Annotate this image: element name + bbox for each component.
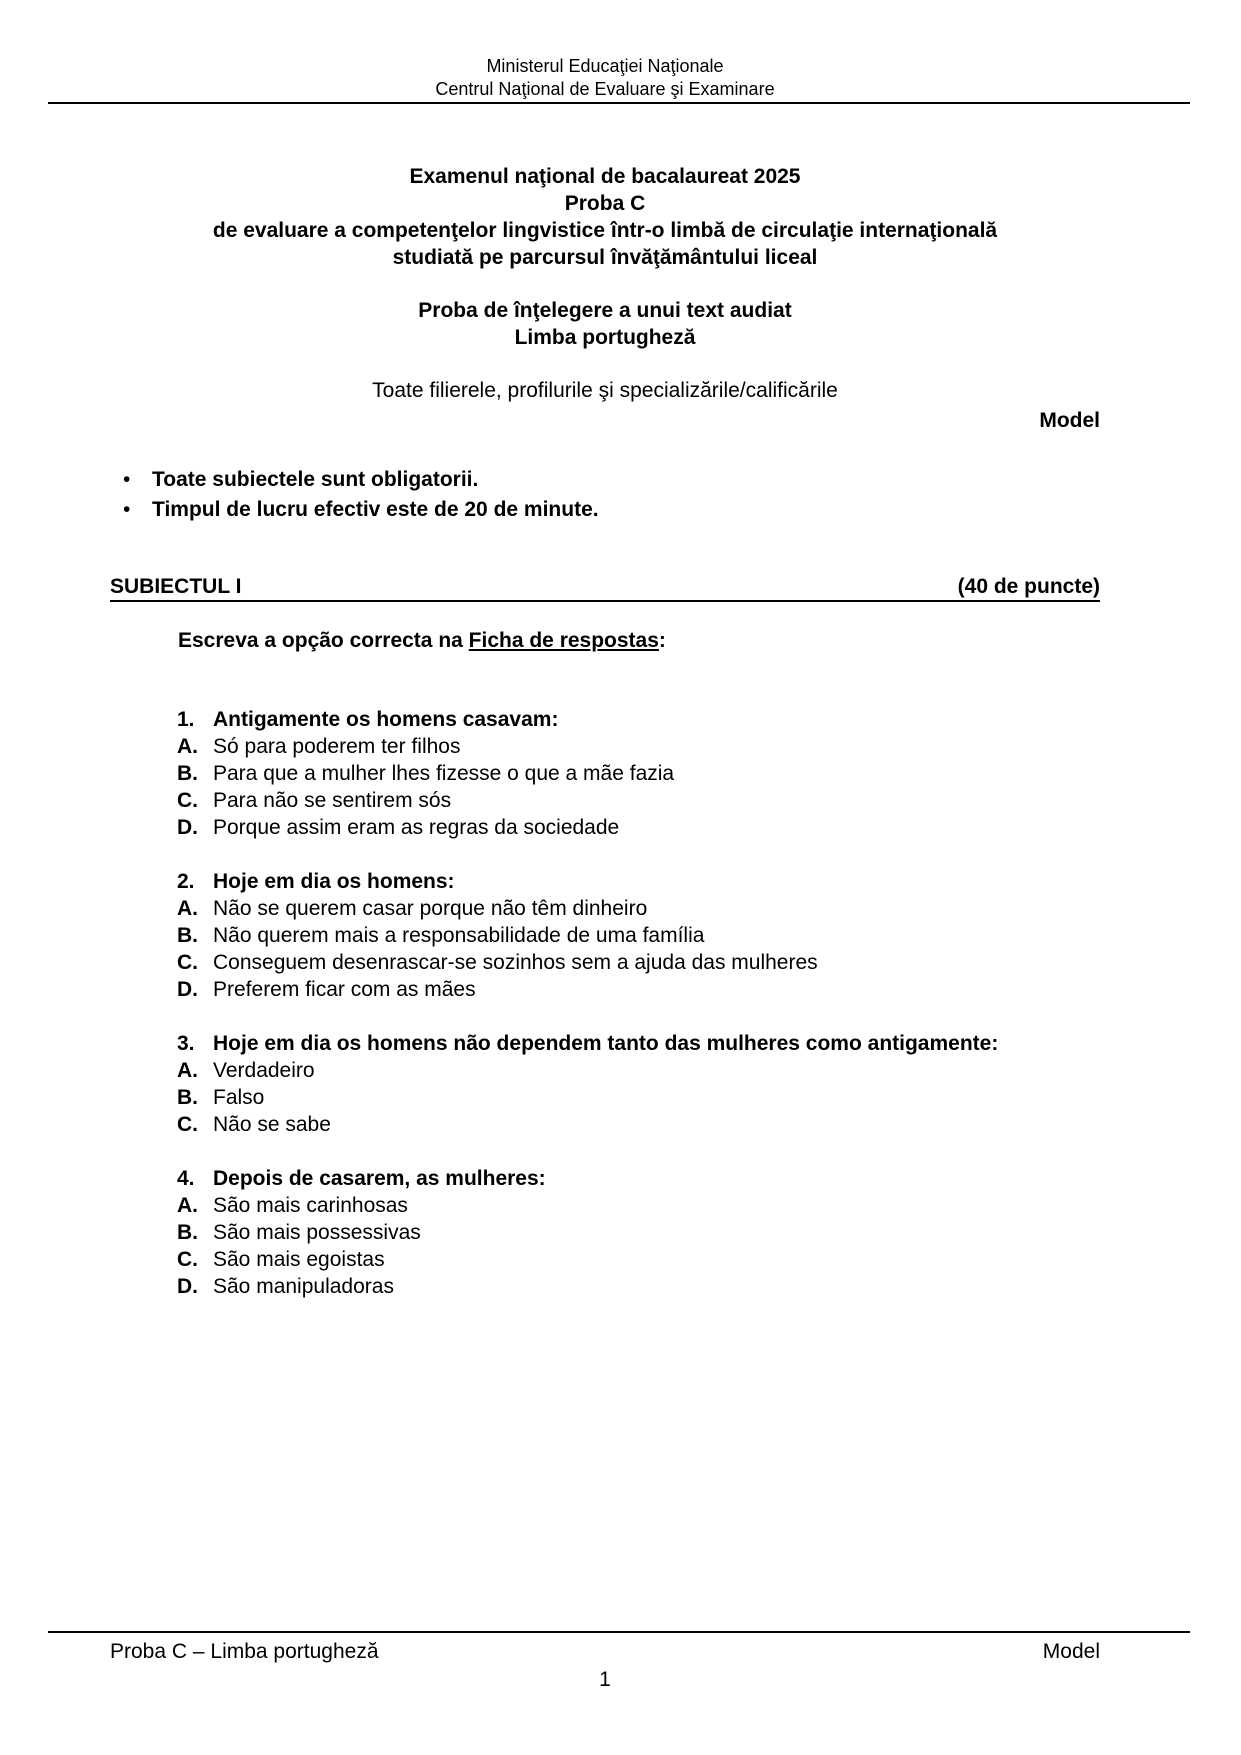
option-text: Para que a mulher lhes fizesse o que a mãe fazia: [213, 762, 675, 785]
option-text: Falso: [213, 1086, 265, 1109]
footer-divider: [48, 1631, 1190, 1633]
option-row: [177, 1111, 1100, 1138]
header-center: Centrul Naţional de Evaluare şi Examinare: [435, 79, 775, 99]
document-footer: [110, 1638, 1100, 1665]
option-row: [177, 1246, 1100, 1273]
option-row: [177, 949, 1100, 976]
option-letter: B.: [177, 1221, 198, 1244]
footer-model-label: Model: [1042, 1640, 1100, 1663]
option-letter: D.: [177, 978, 198, 1001]
title-line-description: de evaluare a competenţelor lingvistice într-o limbă de circulaţie internaţională: [212, 219, 998, 242]
subtitle-line-test-type: Proba de înţelegere a unui text audiat: [418, 299, 792, 322]
option-row: [177, 1084, 1100, 1111]
question-text: Depois de casarem, as mulheres:: [213, 1167, 546, 1190]
option-text: São mais egoistas: [213, 1248, 385, 1271]
option-letter: B.: [177, 924, 198, 947]
question-3: [177, 1030, 1100, 1138]
option-letter: B.: [177, 1086, 198, 1109]
question-number: 1.: [177, 708, 195, 731]
bullet-icon: •: [123, 468, 131, 491]
exam-title-block: [110, 163, 1100, 271]
option-text: Não se querem casar porque não têm dinheiro: [213, 897, 648, 920]
footer-exam-name: Proba C – Limba portugheză: [110, 1640, 379, 1663]
option-row: [177, 733, 1100, 760]
option-row: [177, 1192, 1100, 1219]
question-number: 4.: [177, 1167, 195, 1190]
questions-section: [177, 706, 1100, 1300]
instruction-text: Timpul de lucru efectiv este de 20 de minute.: [152, 498, 599, 521]
question-heading: [177, 868, 1100, 895]
instructions-list: [123, 466, 1100, 526]
question-heading: [177, 1030, 1100, 1057]
option-row: [177, 1219, 1100, 1246]
title-line-studied: studiată pe parcursul învăţământului liceal: [392, 246, 818, 269]
option-letter: C.: [177, 951, 198, 974]
option-row: [177, 895, 1100, 922]
exam-subtitle-block: [110, 297, 1100, 351]
option-text: Não querem mais a responsabilidade de uma família: [213, 924, 705, 947]
header-divider: [48, 102, 1190, 104]
title-line-proba: Proba C: [564, 192, 646, 215]
question-text: Hoje em dia os homens:: [213, 870, 455, 893]
option-text: Porque assim eram as regras da sociedade: [213, 816, 620, 839]
option-letter: C.: [177, 1113, 198, 1136]
question-2: [177, 868, 1100, 1003]
prompt-suffix: :: [658, 629, 666, 652]
subject-points: (40 de puncte): [957, 575, 1100, 598]
option-row: [177, 1057, 1100, 1084]
option-letter: A.: [177, 1059, 198, 1082]
option-row: [177, 976, 1100, 1003]
question-4: [177, 1165, 1100, 1300]
question-heading: [177, 706, 1100, 733]
question-text: Antigamente os homens casavam:: [213, 708, 559, 731]
filiere-line: Toate filierele, profilurile şi specializările/calificările: [372, 379, 838, 402]
option-letter: A.: [177, 1194, 198, 1217]
option-text: São mais possessivas: [213, 1221, 421, 1244]
option-row: [177, 787, 1100, 814]
document-header: [110, 55, 1100, 101]
instruction-item: [123, 466, 1100, 496]
question-number: 2.: [177, 870, 195, 893]
option-letter: B.: [177, 762, 198, 785]
title-line-exam: Examenul naţional de bacalaureat 2025: [409, 165, 801, 188]
instruction-text: Toate subiectele sunt obligatorii.: [152, 468, 479, 491]
option-text: São manipuladoras: [213, 1275, 394, 1298]
question-heading: [177, 1165, 1100, 1192]
option-text: Não se sabe: [213, 1113, 331, 1136]
task-prompt: [178, 627, 666, 654]
question-number: 3.: [177, 1032, 195, 1055]
option-row: [177, 1273, 1100, 1300]
option-letter: C.: [177, 1248, 198, 1271]
question-1: [177, 706, 1100, 841]
option-text: Verdadeiro: [213, 1059, 315, 1082]
bullet-icon: •: [123, 498, 131, 521]
subject-heading-row: [110, 575, 1100, 602]
option-text: Preferem ficar com as mães: [213, 978, 476, 1001]
model-label: Model: [1039, 409, 1100, 432]
option-row: [177, 922, 1100, 949]
option-letter: A.: [177, 897, 198, 920]
prompt-prefix: Escreva a opção correcta na: [178, 629, 469, 652]
option-text: Conseguem desenrascar-se sozinhos sem a ajuda das mulheres: [213, 951, 818, 974]
option-row: [177, 814, 1100, 841]
header-ministry: Ministerul Educaţiei Naţionale: [486, 56, 724, 76]
option-letter: C.: [177, 789, 198, 812]
subject-label: SUBIECTUL I: [110, 575, 242, 598]
subtitle-line-language: Limba portugheză: [514, 326, 696, 349]
prompt-answer-sheet-ref: Ficha de respostas: [468, 629, 659, 652]
option-row: [177, 760, 1100, 787]
option-letter: D.: [177, 816, 198, 839]
option-letter: D.: [177, 1275, 198, 1298]
option-text: Só para poderem ter filhos: [213, 735, 461, 758]
option-text: Para não se sentirem sós: [213, 789, 452, 812]
option-letter: A.: [177, 735, 198, 758]
instruction-item: [123, 496, 1100, 526]
page-number: 1: [599, 1668, 611, 1691]
question-text: Hoje em dia os homens não dependem tanto das mulheres como antigamente:: [213, 1032, 999, 1055]
option-text: São mais carinhosas: [213, 1194, 408, 1217]
